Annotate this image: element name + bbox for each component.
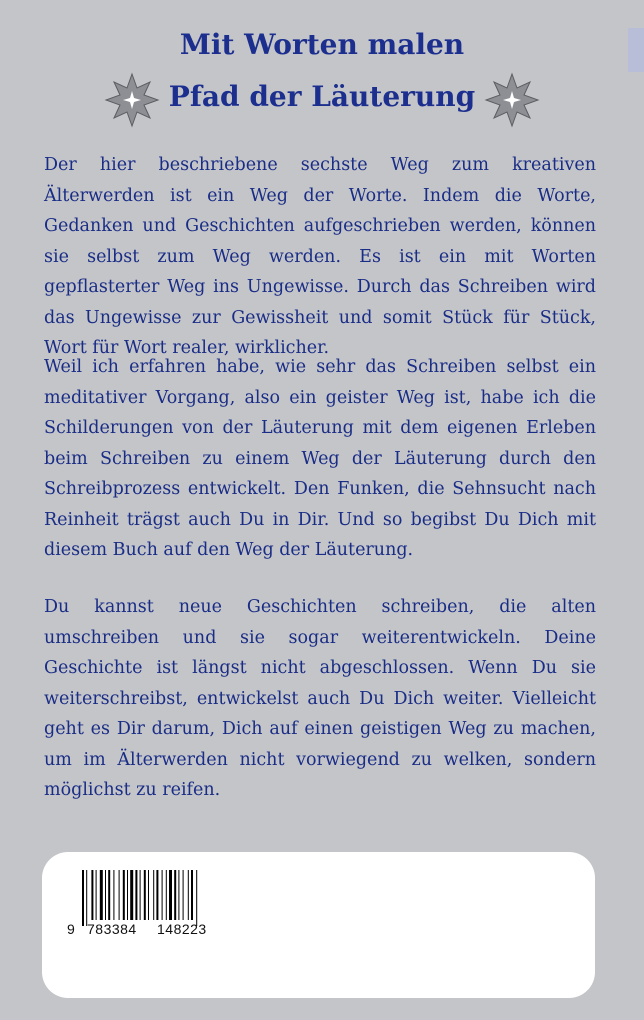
barcode-bar [82,870,84,926]
barcode-bar [130,870,133,920]
barcode-bar [108,870,110,920]
barcode-bar [113,870,114,920]
barcode-right-digits: 148223 [157,921,207,937]
blurb-paragraph: Du kannst neue Geschichten schreiben, die alten umschreiben und sie sogar weiterentwickeln. Deine Geschichte ist längst nicht abgeschlossen. Wenn Du sie weiterschreibst, entwickelst auch Du Dich weiter. Vielleicht geht es Dir darum, Dich auf einen geistigen Weg zu machen, um im Älterwerden nicht vorwiegend zu welken, sondern möglichst zu reifen. [44,597,596,800]
barcode-bar [100,870,103,920]
barcode-bar [127,870,128,920]
barcode-bar [166,870,167,920]
barcode-bar [123,870,125,920]
book-subtitle: Pfad der Läuterung [168,80,476,113]
barcode-bar [178,870,179,920]
barcode-bar [148,870,149,920]
barcode-bar [156,870,158,920]
barcode-bar [191,870,193,920]
blurb-paragraph: Der hier beschriebene sechste Weg zum kreativen Älterwerden ist ein Weg der Worte. Indem die Worte, Gedanken und Geschichten aufgeschrieben werden, können sie selbst zum Weg werden. Es ist ein mit Worten gepflasterter Weg ins Ungewisse. Durch das Schreiben wird das Ungewisse zur Gewissheit und somit Stück für Stück, Wort für Wort realer, wirklicher. [44,155,596,358]
barcode-bar [188,870,189,920]
barcode-bar [105,870,106,920]
barcode [68,870,238,926]
eight-point-star-icon [484,72,540,128]
barcode-bar [86,870,87,926]
barcode-bar [183,870,184,920]
barcode-bar [140,870,141,920]
barcode-bar [196,870,197,926]
barcode-bar [135,870,137,920]
barcode-bar [169,870,172,920]
barcode-left-digits: 783384 [87,921,137,937]
barcode-bar [96,870,97,920]
barcode-bar [91,870,93,920]
barcode-bar [119,870,120,920]
book-title: Mit Worten malen [179,28,465,61]
barcode-bar [153,870,154,920]
barcode-bar [174,870,176,920]
barcode-bar [144,870,146,920]
blurb-paragraph: Weil ich erfahren habe, wie sehr das Schreiben selbst ein meditativer Vorgang, also ein geister Weg ist, habe ich die Schilderungen von der Läuterung mit dem eigenen Erleben beim Schreiben zu einem Weg der Läuterung durch den Schreibprozess entwickelt. Den Funken, die Sehnsucht nach Reinheit trägst auch Du in Dir. Und so begibst Du Dich mit diesem Buch auf den Weg der Läuterung. [44,357,596,560]
barcode-lead-digit: 9 [67,921,76,937]
barcode-bar [162,870,163,920]
